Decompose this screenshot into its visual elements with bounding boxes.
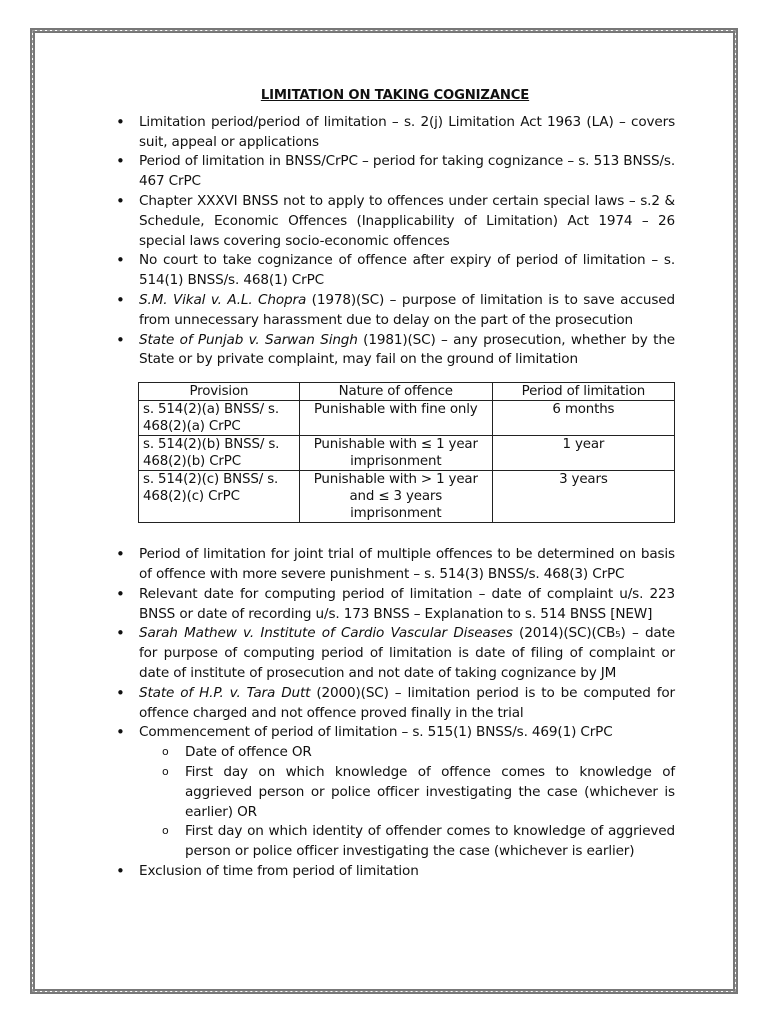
- bullet-list-top: [115, 113, 675, 370]
- item-text: Period of limitation in BNSS/CrPC – period for taking cognizance – s. 513 BNSS/s. 467 CrPC: [139, 153, 675, 190]
- case-name: Sarah Mathew v. Institute of Cardio Vascular Diseases: [139, 625, 513, 642]
- item-text: (2014)(SC)(CB₅) – date for purpose of computing period of limitation is date of filing of complaint or date of institute of prosecution and not date of taking cognizance by JM: [139, 625, 676, 681]
- sub-list-item: o First day on which knowledge of offence comes to knowledge of aggrieved person or police officer investigating the case (whichever is earlier) OR: [139, 763, 675, 822]
- list-item: [115, 624, 675, 683]
- list-item: [115, 291, 675, 331]
- table-cell: Punishable with fine only: [299, 401, 492, 436]
- sub-list-item: o First day on which identity of offender comes to knowledge of aggrieved person or police officer investigating the case (whichever is earlier): [139, 822, 675, 862]
- table-row: [139, 436, 675, 471]
- table-cell: Punishable with ≤ 1 year imprisonment: [299, 436, 492, 471]
- list-item: [115, 723, 675, 862]
- item-text: Period of limitation for joint trial of multiple offences to be determined on basis of offence with more severe punishment – s. 514(3) BNSS/s. 468(3) CrPC: [139, 546, 675, 582]
- list-item: [115, 684, 675, 724]
- item-text: Commencement of period of limitation – s. 515(1) BNSS/s. 469(1) CrPC: [139, 724, 613, 741]
- item-text: Exclusion of time from period of limitation: [139, 862, 419, 879]
- list-item: [115, 192, 675, 251]
- case-name: State of H.P. v. Tara Dutt: [139, 684, 311, 701]
- list-item: [115, 862, 675, 882]
- list-item: [115, 331, 675, 371]
- table-cell: 1 year: [492, 436, 674, 471]
- table-row: [139, 401, 675, 436]
- table-row: [139, 471, 675, 523]
- table-cell: Punishable with > 1 year and ≤ 3 years imprisonment: [299, 471, 492, 523]
- limitation-table: [138, 382, 675, 523]
- list-item: [115, 152, 675, 192]
- item-text: (2000)(SC) – limitation period is to be computed for offence charged and not offence proved finally in the trial: [139, 684, 675, 721]
- list-item: [115, 113, 675, 153]
- column-header: Provision: [139, 383, 300, 401]
- item-text: Chapter XXXVI BNSS not to apply to offences under certain special laws – s.2 & Schedule, Economic Offences (Inapplicability of Limitation) Act 1974 – 26 special laws covering socio-economic offences: [139, 192, 675, 249]
- column-header: Nature of offence: [299, 383, 492, 401]
- column-header: Period of limitation: [492, 383, 674, 401]
- sub-list-item: o Date of offence OR: [139, 743, 675, 763]
- bullet-list-bottom: [115, 545, 675, 882]
- table-cell: s. 514(2)(a) BNSS/ s. 468(2)(a) CrPC: [139, 401, 300, 436]
- table-header-row: [139, 383, 675, 401]
- sub-list: [139, 743, 675, 862]
- list-item: [115, 545, 675, 585]
- list-item: [115, 251, 675, 291]
- item-text: Relevant date for computing period of limitation – date of complaint u/s. 223 BNSS or date of recording u/s. 173 BNSS – Explanation to s. 514 BNSS [NEW]: [139, 585, 675, 622]
- table-cell: 3 years: [492, 471, 674, 523]
- list-item: [115, 585, 675, 625]
- page-title: LIMITATION ON TAKING COGNIZANCE: [260, 88, 530, 103]
- item-text: (1981)(SC) – any prosecution, whether by the State or by private complaint, may fail on the ground of limitation: [139, 331, 675, 368]
- document-body: [115, 86, 675, 882]
- table-cell: s. 514(2)(b) BNSS/ s. 468(2)(b) CrPC: [139, 436, 300, 471]
- case-name: State of Punjab v. Sarwan Singh: [139, 331, 358, 348]
- item-text: (1978)(SC) – purpose of limitation is to save accused from unnecessary harassment due to delay on the part of the prosecution: [139, 291, 675, 328]
- table-cell: 6 months: [492, 401, 674, 436]
- item-text: No court to take cognizance of offence after expiry of period of limitation – s. 514(1) BNSS/s. 468(1) CrPC: [139, 252, 675, 289]
- item-text: Limitation period/period of limitation – s. 2(j) Limitation Act 1963 (LA) – covers suit, appeal or applications: [139, 113, 675, 150]
- case-name: S.M. Vikal v. A.L. Chopra: [139, 291, 307, 308]
- table-cell: s. 514(2)(c) BNSS/ s. 468(2)(c) CrPC: [139, 471, 300, 523]
